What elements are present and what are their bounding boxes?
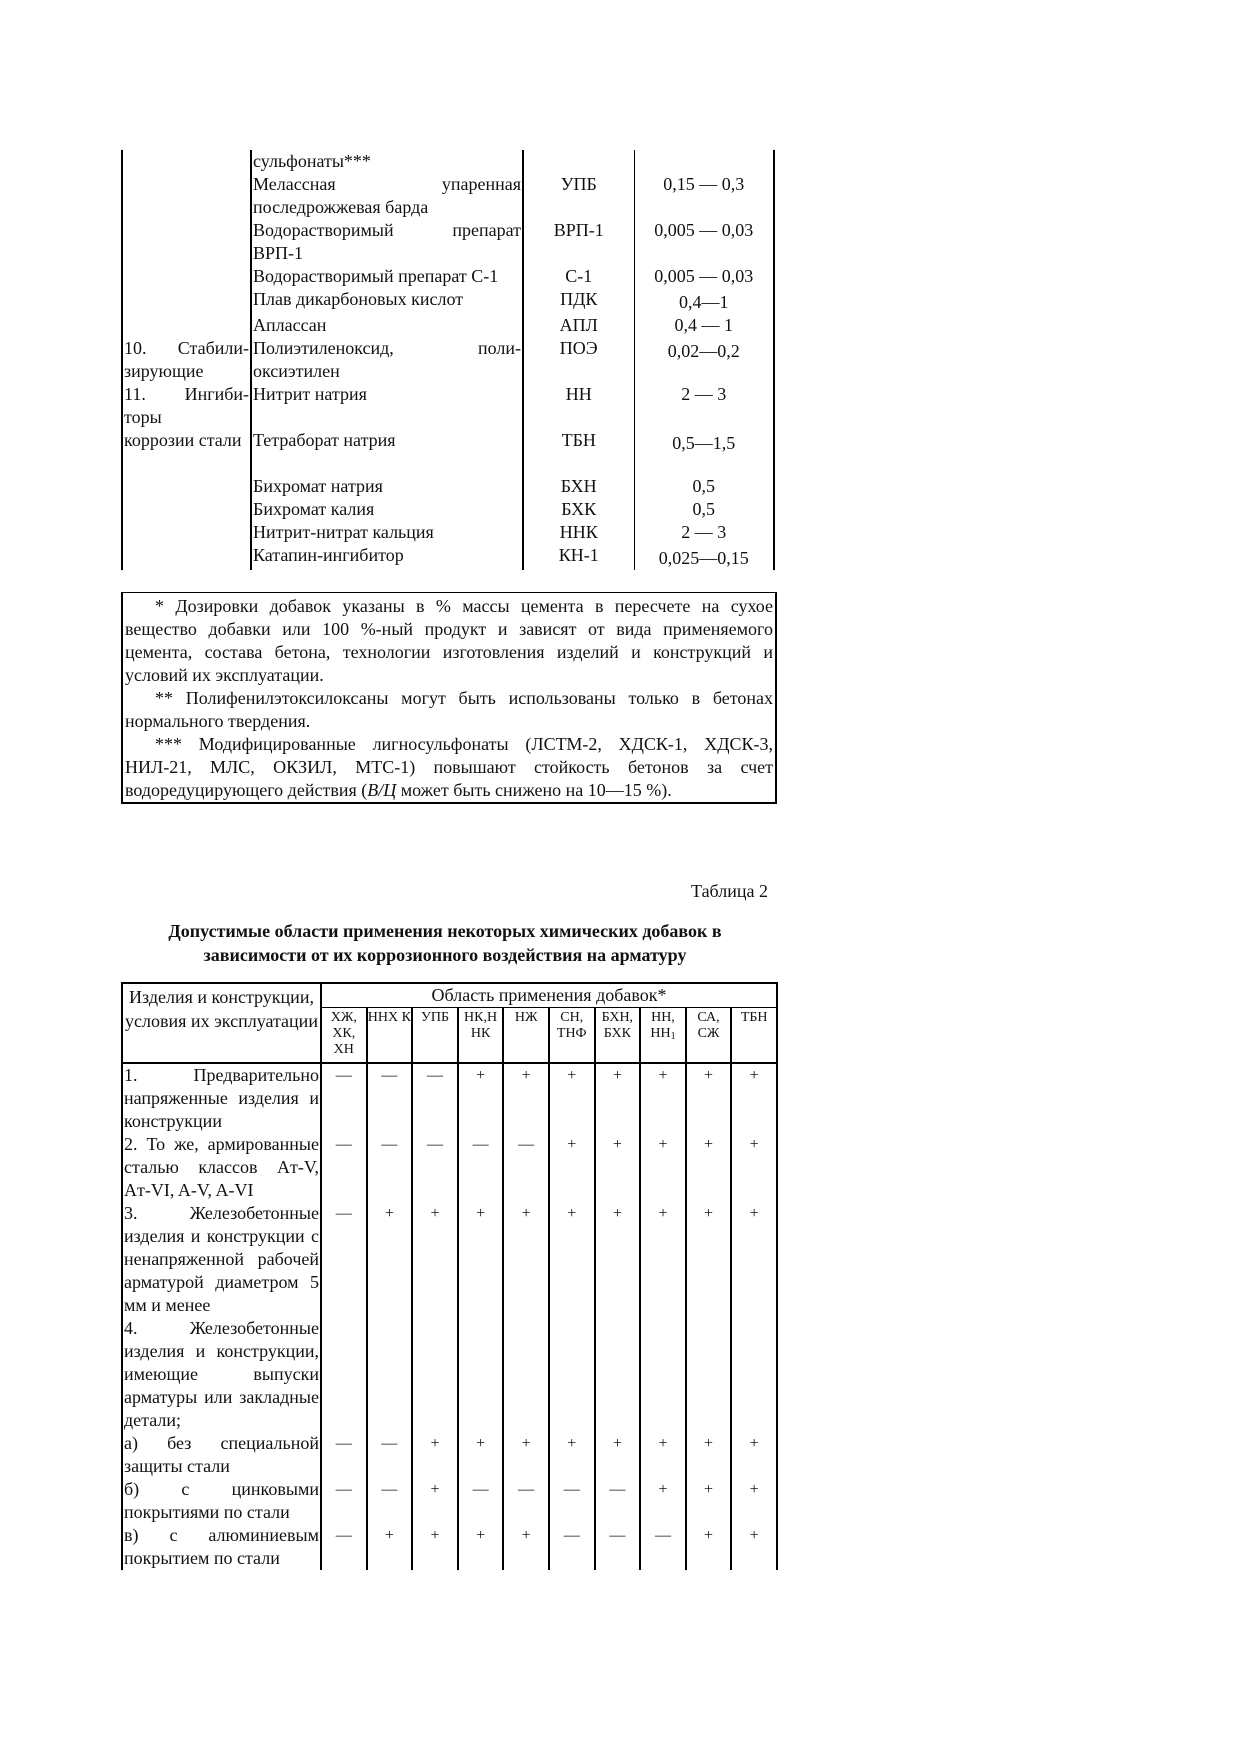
table-row — [122, 1432, 777, 1478]
applicability-cell: + — [549, 1133, 595, 1202]
column-header: ННХ К — [367, 1008, 413, 1064]
applicability-cell: + — [595, 1133, 641, 1202]
applicability-cell: + — [640, 1063, 686, 1133]
group-cell — [122, 265, 251, 288]
table-row — [122, 498, 774, 521]
applicability-cell: + — [412, 1432, 458, 1478]
applicability-cell: — — [367, 1432, 413, 1478]
applicability-cell: + — [412, 1478, 458, 1524]
footnote-3 — [125, 733, 773, 802]
applicability-cell: + — [595, 1202, 641, 1317]
applicability-cell: — — [321, 1432, 367, 1478]
applicability-cell: + — [686, 1063, 732, 1133]
additive-code: НН — [523, 383, 634, 429]
additive-dose: 0,15 — 0,3 — [634, 173, 774, 219]
applicability-cell: + — [458, 1432, 504, 1478]
applicability-cell: — — [503, 1478, 549, 1524]
additive-dose: 0,025—0,15 — [634, 544, 774, 570]
applicability-cell — [458, 1317, 504, 1432]
table-body — [122, 1063, 777, 1570]
applicability-cell: + — [731, 1063, 777, 1133]
footnote-3-text-b: может быть снижено на 10—15 %). — [396, 780, 672, 800]
additive-name: Нитрит-нитрат кальция — [251, 521, 523, 544]
group-cell — [122, 475, 251, 498]
applicability-cell: + — [731, 1524, 777, 1570]
additive-code: БХК — [523, 498, 634, 521]
applicability-cell: — — [321, 1063, 367, 1133]
group-cell — [122, 314, 251, 337]
footnote-3-text-a: *** Модифицированные лигносульфонаты (ЛСТМ-2, ХДСК-1, ХДСК-3, НИЛ-21, МЛС, ОКЗИЛ, МТС-1) повышают стойкость бетонов за счет водоредуцирующего действия ( — [125, 734, 773, 800]
group-cell — [122, 150, 251, 173]
row-label: 2. То же, армированные сталью классов Aт-V, Aт-VI, A-V, A-VI — [124, 1134, 319, 1200]
applicability-cell: + — [503, 1432, 549, 1478]
additive-code: АПЛ — [523, 314, 634, 337]
applicability-cell: + — [640, 1133, 686, 1202]
applicability-cell: + — [731, 1202, 777, 1317]
applicability-cell: — — [367, 1063, 413, 1133]
table-row — [122, 150, 774, 173]
additive-dose: 2 — 3 — [634, 383, 774, 429]
applicability-cell: — — [595, 1524, 641, 1570]
applicability-cell: + — [503, 1063, 549, 1133]
additive-dose: 0,4—1 — [634, 288, 774, 314]
footnote-1: * Дозировки добавок указаны в % массы цемента в пересчете на сухое вещество добавки или 100 %-ный продукт и зависят от вида применяемого цемента, состава бетона, технологии изготовления изделий и конструкций и условий их эксплуатации. — [125, 596, 773, 685]
table-row — [122, 429, 774, 475]
additive-code: ННК — [523, 521, 634, 544]
applicability-cell — [367, 1317, 413, 1432]
table-row — [122, 521, 774, 544]
applicability-cell: + — [458, 1524, 504, 1570]
group-cell — [122, 521, 251, 544]
applicability-cell: + — [640, 1432, 686, 1478]
group-cell — [122, 498, 251, 521]
applicability-cell: + — [367, 1524, 413, 1570]
additive-code: ПОЭ — [523, 337, 634, 383]
group-cell: 10. Стабили-зирующие — [124, 338, 249, 381]
applicability-cell: + — [595, 1063, 641, 1133]
applicability-cell: — — [321, 1202, 367, 1317]
row-label: 3. Железобетонные изделия и конструкции с ненапряженной рабочей арматурой диаметром 5 мм и менее — [124, 1203, 319, 1315]
applicability-cell — [731, 1317, 777, 1432]
additive-dose: 0,02—0,2 — [634, 337, 774, 383]
applicability-cell: — — [549, 1478, 595, 1524]
applicability-cell — [640, 1317, 686, 1432]
applicability-cell: + — [549, 1063, 595, 1133]
table-row — [122, 1202, 777, 1317]
additive-code: ВРП-1 — [523, 219, 634, 265]
group-cell — [122, 219, 251, 265]
additive-dose: 0,5 — [634, 475, 774, 498]
column-header: ТБН — [731, 1008, 777, 1064]
additive-dose: 2 — 3 — [634, 521, 774, 544]
table-row — [122, 544, 774, 570]
row-header: Изделия и конструкции, условия их эксплуатации — [122, 983, 321, 1063]
row-label: б) с цинковыми покрытиями по стали — [124, 1479, 319, 1522]
column-header — [640, 1008, 686, 1064]
applicability-cell: + — [686, 1478, 732, 1524]
applicability-cell: — — [503, 1133, 549, 1202]
table-label: Таблица 2 — [691, 881, 768, 901]
row-label: а) без специальной защиты стали — [124, 1433, 319, 1476]
applicability-cell — [686, 1317, 732, 1432]
additives-dosage-table — [121, 150, 775, 570]
applicability-cell: — — [367, 1478, 413, 1524]
additive-code — [523, 150, 634, 173]
column-header: НК,Н НК — [458, 1008, 504, 1064]
table-row — [122, 1524, 777, 1570]
additives-application-table — [121, 982, 778, 1570]
group-cell — [122, 288, 251, 314]
column-header: ХЖ, ХК, ХН — [321, 1008, 367, 1064]
applicability-cell: — — [321, 1524, 367, 1570]
column-header: СА, СЖ — [686, 1008, 732, 1064]
table-row — [122, 265, 774, 288]
applicability-cell: + — [686, 1432, 732, 1478]
applicability-cell: — — [412, 1133, 458, 1202]
applicability-cell — [503, 1317, 549, 1432]
table-footnotes — [121, 592, 777, 804]
additive-name: Бихромат натрия — [251, 475, 523, 498]
table-row — [122, 1478, 777, 1524]
additive-dose: 0,4 — 1 — [634, 314, 774, 337]
applicability-cell: — — [640, 1524, 686, 1570]
applicability-cell: + — [367, 1202, 413, 1317]
applicability-cell: + — [640, 1478, 686, 1524]
table-row — [122, 1133, 777, 1202]
additive-name: Водорастворимый препарат ВРП-1 — [253, 220, 521, 263]
additive-name: Катапин-ингибитор — [251, 544, 523, 570]
applicability-cell: — — [549, 1524, 595, 1570]
applicability-cell: — — [367, 1133, 413, 1202]
row-label: 4. Железобетонные изделия и конструкции, имеющие выпуски арматуры или закладные детали; — [124, 1318, 319, 1430]
additive-name: Нитрит натрия — [251, 383, 523, 429]
additive-dose — [634, 150, 774, 173]
applicability-cell: — — [412, 1063, 458, 1133]
additive-code: ПДК — [523, 288, 634, 314]
applicability-cell: + — [412, 1524, 458, 1570]
applicability-cell: — — [321, 1133, 367, 1202]
additive-code: УПБ — [523, 173, 634, 219]
table-row — [122, 288, 774, 314]
applicability-cell: + — [458, 1202, 504, 1317]
additive-name: Водорастворимый препарат С-1 — [251, 265, 523, 288]
column-header-subscript: 1 — [670, 1031, 676, 1042]
group-cell: коррозии стали — [122, 429, 251, 475]
applicability-cell: + — [549, 1202, 595, 1317]
footnote-3-ratio: В/Ц — [367, 780, 397, 800]
table-title: Допустимые области применения некоторых химических добавок в зависимости от их коррозионного воздействия на арматуру — [168, 921, 722, 965]
applicability-cell: + — [731, 1432, 777, 1478]
applicability-cell: + — [458, 1063, 504, 1133]
applicability-cell: + — [503, 1524, 549, 1570]
applicability-cell: — — [458, 1478, 504, 1524]
table-row — [122, 1063, 777, 1133]
column-header: НЖ — [503, 1008, 549, 1064]
column-header-text: НН, НН — [650, 1010, 675, 1041]
footnote-2: ** Полифенилэтоксилоксаны могут быть использованы только в бетонах нормального твердения. — [125, 688, 773, 731]
additive-name: Полиэтиленоксид, поли-оксиэтилен — [253, 338, 521, 381]
column-header: БХН, БХК — [595, 1008, 641, 1064]
applicability-cell: + — [640, 1202, 686, 1317]
table-row — [122, 173, 774, 219]
group-cell — [122, 544, 251, 570]
additive-name: Мелассная упаренная последрожжевая барда — [253, 174, 521, 217]
row-label: 1. Предварительно напряженные изделия и конструкции — [124, 1065, 319, 1131]
additive-dose: 0,5 — [634, 498, 774, 521]
table-row — [122, 219, 774, 265]
table-row — [122, 1317, 777, 1432]
additive-name: сульфонаты*** — [251, 150, 523, 173]
applicability-cell — [595, 1317, 641, 1432]
applicability-cell: — — [595, 1478, 641, 1524]
applicability-cell: + — [731, 1478, 777, 1524]
applicability-cell: + — [731, 1133, 777, 1202]
additive-code: С-1 — [523, 265, 634, 288]
applicability-cell: — — [458, 1133, 504, 1202]
group-header: Область применения добавок* — [321, 983, 777, 1008]
additive-name: Бихромат калия — [251, 498, 523, 521]
additive-dose: 0,005 — 0,03 — [634, 265, 774, 288]
additive-code: ТБН — [523, 429, 634, 475]
additive-name: Тетраборат натрия — [251, 429, 523, 475]
column-header: СН, ТНФ — [549, 1008, 595, 1064]
group-cell — [122, 173, 251, 219]
additive-dose: 0,5—1,5 — [634, 429, 774, 475]
additive-name: Аплассан — [251, 314, 523, 337]
column-header: УПБ — [412, 1008, 458, 1064]
table-row — [122, 383, 774, 429]
row-label: в) с алюминиевым покрытием по стали — [124, 1525, 319, 1568]
applicability-cell — [549, 1317, 595, 1432]
table-row — [122, 337, 774, 383]
table-row — [122, 475, 774, 498]
applicability-cell: — — [321, 1478, 367, 1524]
applicability-cell: + — [686, 1202, 732, 1317]
additive-dose: 0,005 — 0,03 — [634, 219, 774, 265]
applicability-cell: + — [503, 1202, 549, 1317]
applicability-cell: + — [686, 1524, 732, 1570]
applicability-cell: + — [595, 1432, 641, 1478]
applicability-cell: + — [686, 1133, 732, 1202]
applicability-cell — [412, 1317, 458, 1432]
additive-code: БХН — [523, 475, 634, 498]
applicability-cell: + — [549, 1432, 595, 1478]
group-cell: 11. Ингиби-торы — [124, 384, 249, 427]
applicability-cell — [321, 1317, 367, 1432]
additive-code: КН-1 — [523, 544, 634, 570]
additive-name: Плав дикарбоновых кислот — [251, 288, 523, 314]
applicability-cell: + — [412, 1202, 458, 1317]
table-row — [122, 314, 774, 337]
